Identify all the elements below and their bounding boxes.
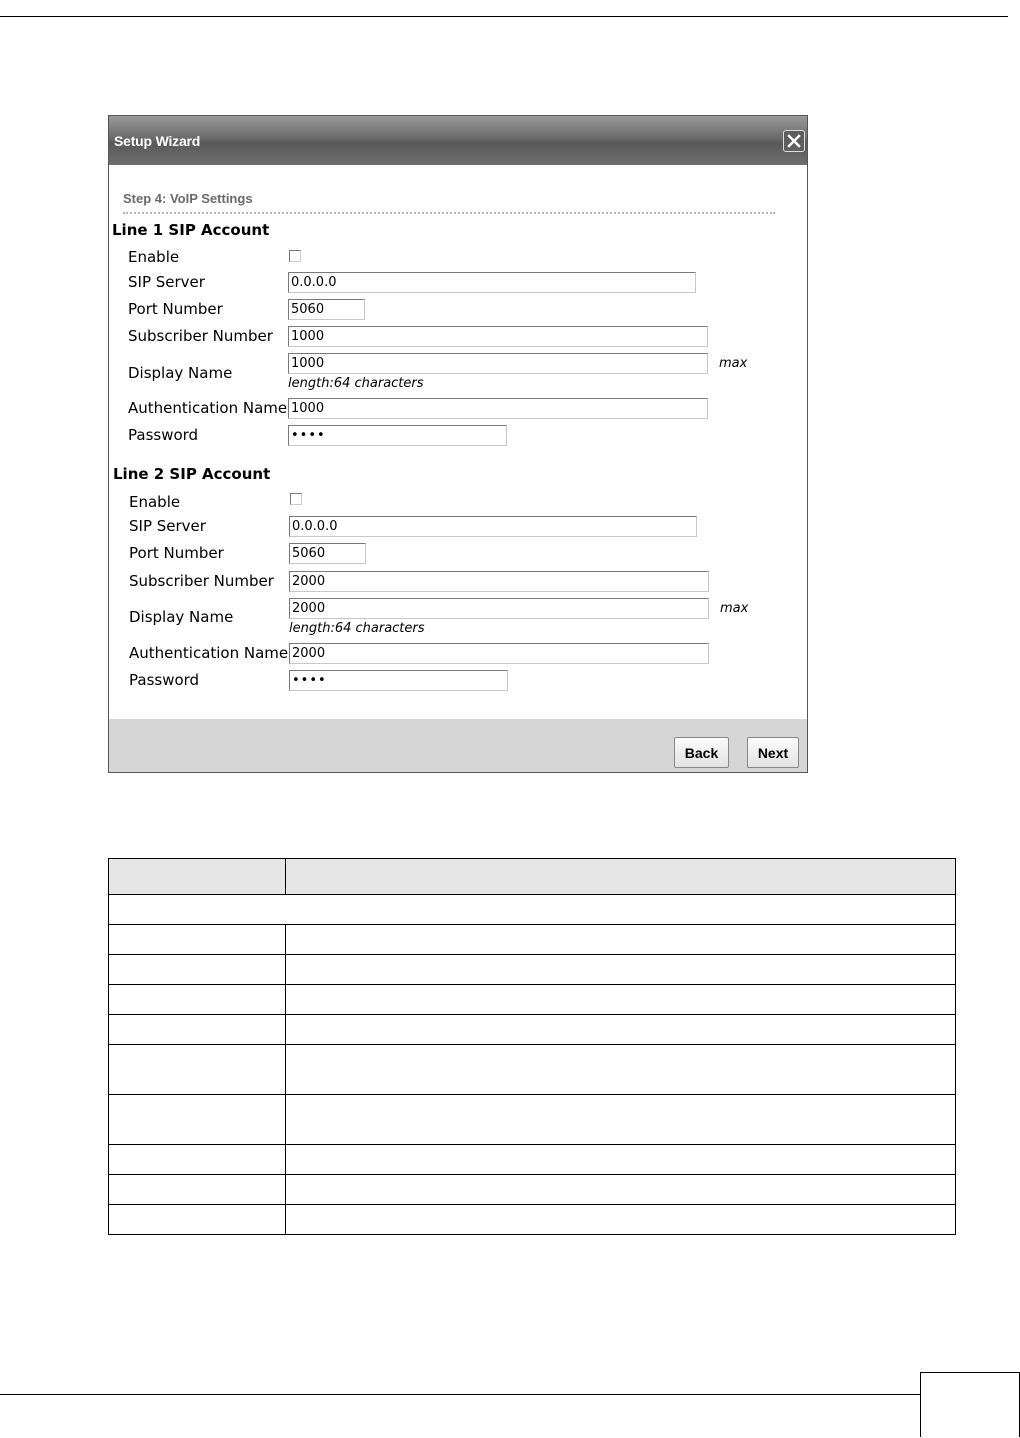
next-button[interactable]: Next [747,737,799,768]
line2-subscriber-label: Subscriber Number [129,572,274,590]
line1-auth-name-label: Authentication Name [128,399,288,417]
table-cell [286,985,956,1015]
table-cell [286,1015,956,1045]
line2-display-name-note-max: max [720,601,749,616]
line1-sip-server-input[interactable] [288,272,696,293]
table-row [109,1175,956,1205]
line1-subscriber-input[interactable] [288,326,708,347]
back-button[interactable]: Back [674,737,729,768]
line2-sip-server-input[interactable] [289,516,697,537]
dialog-titlebar [109,116,807,165]
table-cell [109,985,286,1015]
line1-password-input[interactable] [288,425,507,446]
line2-password-label: Password [129,671,200,689]
table-header-description [286,859,956,895]
table-cell [286,925,956,955]
table-cell [109,955,286,985]
line2-enable-checkbox[interactable] [290,493,302,505]
header-rule [0,16,1008,17]
table-row [109,925,956,955]
line2-display-name-input[interactable] [289,598,709,619]
line1-password-label: Password [128,426,199,444]
table-header-label [109,859,286,895]
table-row [109,1095,956,1145]
table-cell [109,1175,286,1205]
line2-display-name-label: Display Name [129,608,234,626]
step-divider [123,212,775,214]
table-cell [286,1175,956,1205]
line1-enable-label: Enable [128,248,180,266]
table-row [109,955,956,985]
table-cell [109,1095,286,1145]
line1-display-name-note-length: length:64 characters [288,376,424,391]
dialog-title: Setup Wizard [114,133,201,149]
table-row [109,1045,956,1095]
table-row [109,1015,956,1045]
table-cell [109,1045,286,1095]
close-button[interactable] [783,130,805,152]
setup-wizard-dialog [108,115,808,773]
line2-port-input[interactable] [289,543,366,564]
line1-port-label: Port Number [128,300,223,318]
table-cell [109,1145,286,1175]
close-icon [787,134,801,148]
line1-sip-server-label: SIP Server [128,273,205,291]
line2-display-name-note-length: length:64 characters [289,621,425,636]
table-section-row [109,895,956,925]
line1-subscriber-label: Subscriber Number [128,327,273,345]
table-cell [286,1145,956,1175]
table-cell [286,1045,956,1095]
line1-enable-checkbox[interactable] [289,250,301,262]
line1-display-name-label: Display Name [128,364,233,382]
table-header-row [109,859,956,895]
step-title: Step 4: VoIP Settings [123,191,253,206]
table-cell [109,1015,286,1045]
page-number-box [920,1372,1020,1437]
table-row [109,985,956,1015]
line1-title: Line 1 SIP Account [112,221,270,239]
line1-display-name-note-max: max [719,356,748,371]
table-cell [109,1205,286,1235]
table-cell [286,955,956,985]
line2-sip-server-label: SIP Server [129,517,206,535]
table-section-cell [109,895,956,925]
table-cell [286,1095,956,1145]
line2-auth-name-label: Authentication Name [129,644,289,662]
table-cell [109,925,286,955]
table-row [109,1145,956,1175]
footer-rule [0,1394,920,1395]
dialog-footer [109,719,807,772]
line2-port-label: Port Number [129,544,224,562]
table-cell [286,1205,956,1235]
line2-enable-label: Enable [129,493,181,511]
line1-display-name-input[interactable] [288,353,708,374]
field-description-table [108,858,956,1235]
line2-subscriber-input[interactable] [289,571,709,592]
line2-title: Line 2 SIP Account [113,465,271,483]
line1-port-input[interactable] [288,299,365,320]
line1-auth-name-input[interactable] [288,398,708,419]
table-row [109,1205,956,1235]
line2-auth-name-input[interactable] [289,643,709,664]
line2-password-input[interactable] [289,670,508,691]
